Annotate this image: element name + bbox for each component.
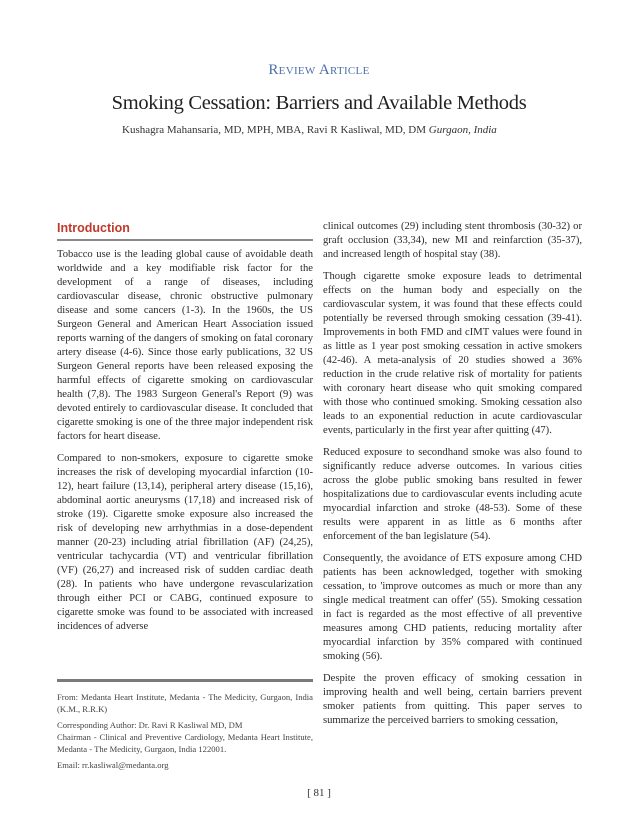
right-column (323, 220, 582, 736)
article-title: Smoking Cessation: Barriers and Available Methods (111, 92, 527, 114)
left-column (57, 220, 313, 642)
paragraph: Compared to non-smokers, exposure to cigarette smoke increases the risk of developing myocardial infarction (10-12), heart failure (13,14), peripheral artery disease (15,16), abdominal aortic aneurysms (17,18) and increased risk of stroke (19). Cigarette smoke exposure also increased the risk of developing new arrhythmias in a dose-dependent manner (20-23) including atrial fibrillation (AF) (24,25), ventricular tachycardia (VT) and ventricular fibrillation (VF) (26,27) and increased risk of sudden cardiac death (28). In patients who have undergone revascularization through either PCI or CABG, continued exposure to cigarette smoke was found to be associated with increased incidences of adverse (57, 453, 313, 632)
footnote-affiliation: Chairman - Clinical and Preventive Cardiology, Medanta Heart Institute, Medanta - The Medicity, Gurgaon, India 122001. (57, 732, 313, 754)
location: Gurgaon, India (428, 124, 497, 136)
paragraph: Despite the proven efficacy of smoking cessation in improving health and well being, certain barriers prevent smoker patients from quitting. This paper serves to summarize the perceived barriers to smoking cessation, (323, 673, 582, 726)
paragraph: Tobacco use is the leading global cause of avoidable death worldwide and a key modifiable risk factor for the development of a range of diseases, including cardiovascular disease, chronic obstructive pulmonary disease and some cancers (1-3). In the 1960s, the US Surgeon General and American Heart Association issued reports warning of the dangers of smoking on fatal coronary artery disease (4-6). Since those early publications, 32 US Surgeon General reports have been released exposing the harmful effects of cigarette smoking on cardiovascular health (7,8). The 1983 Surgeon General's Report (9) was devoted entirely to cardiovascular disease. It concluded that cigarette smoking is one of the three major independent risk factors for heart disease. (57, 249, 313, 442)
footnote-corresponding-author: Corresponding Author: Dr. Ravi R Kasliwal MD, DM (57, 720, 243, 730)
footnote-from: From: Medanta Heart Institute, Medanta - The Medicity, Gurgaon, India (K.M., R.R.K) (57, 692, 313, 714)
author-line (122, 124, 497, 136)
paragraph: Though cigarette smoke exposure leads to detrimental effects on the human body and especially on the cardiovascular system, it was found that these effects could potentially be reversed through smoking cessation (39-41). Improvements in both FMD and cIMT values were found in as little as 1 year post smoking cessation in active smokers (42-46). A meta-analysis of 20 studies showed a 36% reduction in the crude relative risk of mortality for patients with coronary heart disease who quit smoking compared with those who continued smoking. Smoking cessation also leads to an exponential reduction in acute cardiovascular events, particularly in the first year after quitting (47). (323, 271, 582, 436)
paragraph: Consequently, the avoidance of ETS exposure among CHD patients has been acknowledged, together with smoking cessation, to 'improve outcomes as much or more than any single medical treatment can offer' (55). Smoking cessation in fact is regarded as the most effective of all preventive measures among CHD patients, reducing mortality after myocardial infarction by 35% compared with continued smoking (56). (323, 553, 582, 662)
authors: Kushagra Mahansaria, MD, MPH, MBA, Ravi R Kasliwal, MD, DM (122, 124, 427, 136)
footnote-email: Email: rr.kasliwal@medanta.org (57, 760, 169, 770)
paragraph: clinical outcomes (29) including stent thrombosis (30-32) or graft occlusion (33,34), new MI and reinfarction (35-37), and increased length of hospital stay (38). (323, 221, 582, 260)
footnote (57, 679, 313, 775)
paragraph: Reduced exposure to secondhand smoke was also found to significantly reduce adverse outcomes. In various cities across the globe public smoking bans resulted in fewer hospitalizations due to cardiovascular events including acute myocardial infarction and stroke (48-53). Some of these results were apparent in as little as 6 months after enforcement of the ban legislature (54). (323, 447, 582, 542)
section-heading-introduction: Introduction (57, 220, 313, 241)
page-number: [ 81 ] (307, 787, 331, 799)
article-type-label: Review Article (268, 62, 370, 78)
